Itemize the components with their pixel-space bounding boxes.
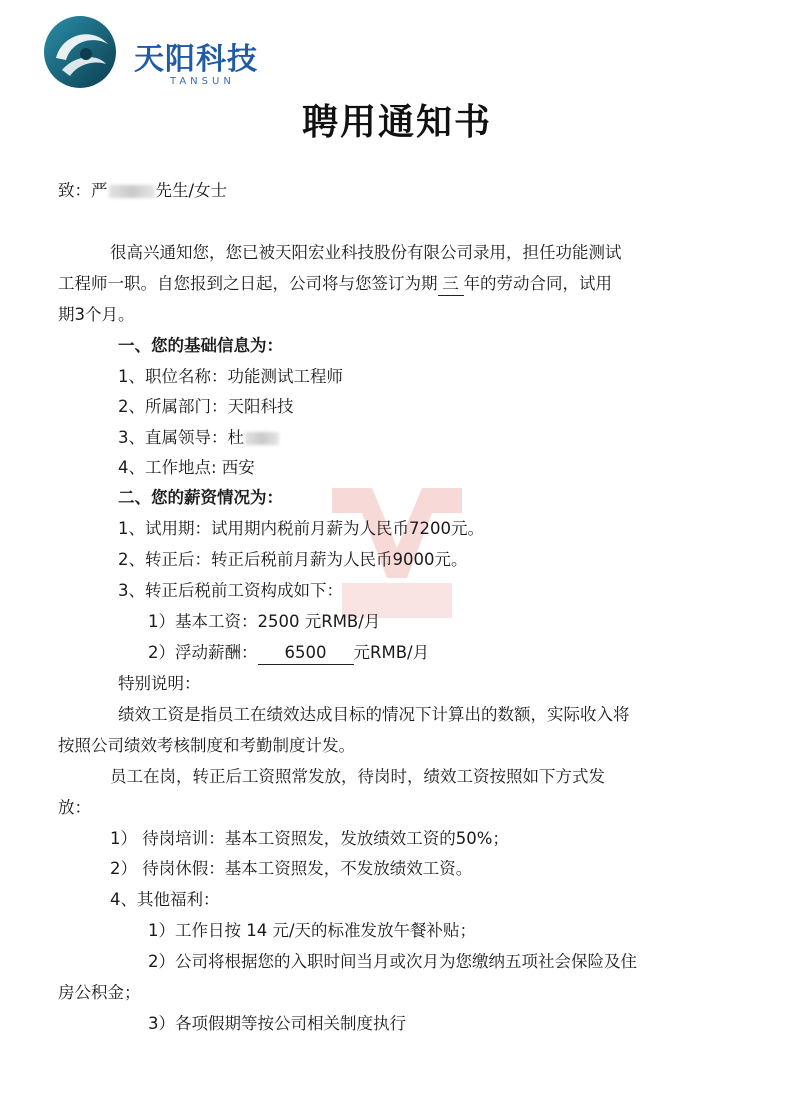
benefits-item-3: 3）各项假期等按公司相关制度执行 <box>148 1014 406 1033</box>
salary-structure: 3、转正后税前工资构成如下： <box>118 581 343 600</box>
leader-prefix: 3、直属领导：杜 <box>118 428 244 447</box>
redacted-name <box>109 185 155 198</box>
page-title: 聘用通知书 <box>301 102 492 143</box>
intro-line-3: 期3个月。 <box>58 305 135 324</box>
benefits-item-2-line-2: 房公积金； <box>58 983 141 1002</box>
company-name-cn: 天阳科技 <box>134 42 258 77</box>
basic-position: 1、职位名称：功能测试工程师 <box>118 367 343 386</box>
redacted-leader <box>245 432 279 445</box>
benefits-item-1: 1）工作日按 14 元/天的标准发放午餐补贴； <box>148 921 477 940</box>
intro-line-2 <box>58 273 612 296</box>
special-item-2: 2） 待岗休假：基本工资照发，不发放绩效工资。 <box>110 859 473 878</box>
benefits-heading: 4、其他福利： <box>110 890 220 909</box>
contract-term: 三 <box>438 273 464 296</box>
greeting <box>58 180 227 202</box>
salary-probation: 1、试用期：试用期内税前月薪为人民币7200元。 <box>118 519 484 538</box>
special-p2-line-1: 员工在岗，转正后工资照常发放，待岗时，绩效工资按照如下方式发 <box>110 767 605 786</box>
company-logo <box>42 14 282 90</box>
greeting-prefix: 致：严 <box>58 181 108 200</box>
company-name-en: TANSUN <box>170 76 235 87</box>
benefits-item-2-line-1: 2）公司将根据您的入职时间当月或次月为您缴纳五项社会保险及住 <box>148 952 637 971</box>
intro-line-2-a: 工程师一职。自您报到之日起，公司将与您签订为期 <box>58 274 438 293</box>
special-item-1: 1） 待岗培训：基本工资照发，发放绩效工资的50%； <box>110 829 509 848</box>
swirl-logo-icon <box>42 14 118 90</box>
greeting-suffix: 先生/女士 <box>155 181 228 200</box>
special-p2-line-2: 放： <box>58 798 91 817</box>
salary-base: 1）基本工资：2500 元RMB/月 <box>148 612 381 631</box>
float-suffix: 元RMB/月 <box>353 643 430 662</box>
basic-leader <box>118 427 280 449</box>
float-prefix: 2）浮动薪酬： <box>148 643 258 662</box>
intro-line-1: 很高兴通知您，您已被天阳宏业科技股份有限公司录用，担任功能测试 <box>110 243 622 262</box>
salary-heading: 二、您的薪资情况为： <box>118 488 283 507</box>
intro-line-2-b: 年的劳动合同，试用 <box>463 274 612 293</box>
salary-float <box>148 642 429 665</box>
basic-heading: 一、您的基础信息为： <box>118 336 283 355</box>
basic-location: 4、工作地点: 西安 <box>118 458 255 477</box>
float-value: 6500 <box>258 642 354 665</box>
special-p1-line-2: 按照公司绩效考核制度和考勤制度计发。 <box>58 736 355 755</box>
special-heading: 特别说明： <box>118 674 201 693</box>
basic-department: 2、所属部门：天阳科技 <box>118 397 294 416</box>
special-p1-line-1: 绩效工资是指员工在绩效达成目标的情况下计算出的数额，实际收入将 <box>118 705 630 724</box>
salary-regular: 2、转正后：转正后税前月薪为人民币9000元。 <box>118 550 468 569</box>
